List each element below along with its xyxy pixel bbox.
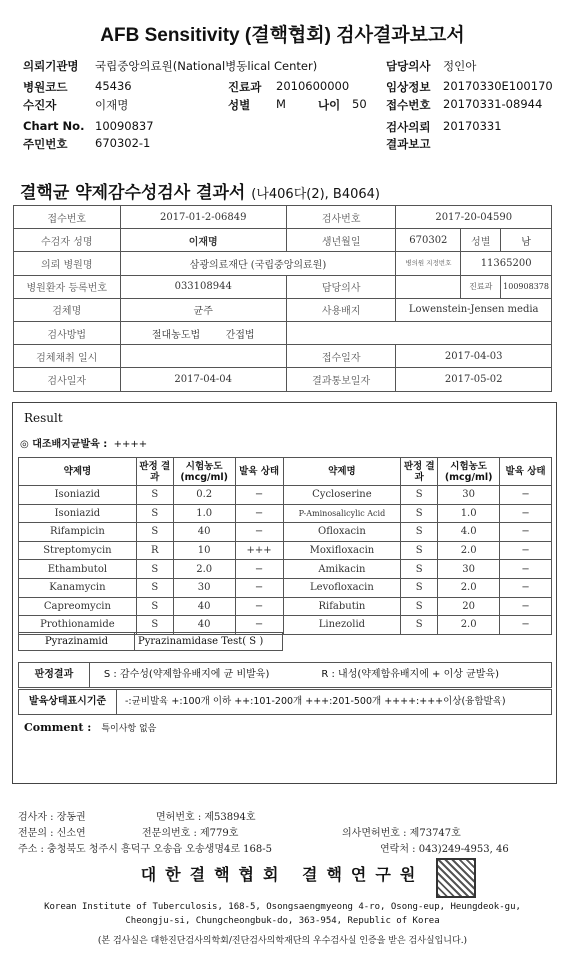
drug-name: Cycloserine (283, 486, 401, 505)
concentration: 20 (438, 597, 500, 616)
method-2: 간접법 (225, 329, 255, 341)
growth: − (235, 578, 283, 597)
drug-name: Rifabutin (283, 597, 401, 616)
table-row (19, 523, 552, 542)
cell-label: 담당의사 (286, 275, 395, 298)
method-1: 절대농도법 (151, 329, 201, 341)
table-row (19, 578, 552, 597)
control-growth: ◎ 대조배지균발육 : ++++ (20, 439, 148, 450)
table-row (19, 541, 552, 560)
org-label: 의뢰기관명 (23, 59, 79, 73)
page-title: AFB Sensitivity (결핵협회) 검사결과보고서 (100, 25, 465, 46)
license-no-3: 의사면허번호 : 제73747호 (342, 828, 461, 839)
table-row (19, 597, 552, 616)
institute-name: 대한결핵협회 결핵연구원 (140, 865, 425, 884)
growth: − (500, 616, 552, 635)
comment-text: 특이사항 없음 (101, 724, 157, 734)
cell-label: 수검자 성명 (14, 229, 121, 252)
col-header: 판정 결과 (136, 458, 173, 486)
growth: − (235, 523, 283, 542)
cell-value: 2017-04-04 (120, 368, 286, 391)
cell-label: 생년월일 (286, 229, 395, 252)
age-value: 50 (352, 97, 367, 111)
judgement: S (136, 504, 173, 523)
table-row (19, 486, 552, 505)
report-title: 결핵균 약제감수성검사 결과서 (나406다(2), B4064) (20, 183, 381, 203)
col-header: 발육 상태 (235, 458, 283, 486)
cell-value: 균주 (120, 298, 286, 321)
cell-value: 11365200 (461, 252, 552, 275)
table-row (19, 560, 552, 579)
col-header: 발육 상태 (500, 458, 552, 486)
cell-label: 사용배지 (286, 298, 395, 321)
sex-label: 성별 (228, 98, 251, 112)
doctor-label: 담당의사 (386, 59, 431, 73)
concentration: 1.0 (173, 504, 235, 523)
report-subtitle: (나406다(2), B4064) (251, 187, 381, 202)
growth-legend-text: -:균비발육 +:100개 이하 ++:101-200개 +++:201-500개 ++++:+++이상(융합발육) (116, 689, 552, 715)
pyrazinamid-name: Pyrazinamid (18, 632, 134, 651)
drug-name: Prothionamide (19, 616, 137, 635)
judgement: S (136, 560, 173, 579)
official-seal (436, 858, 476, 898)
request-value: 20170331 (443, 119, 502, 133)
col-header: 시험농도 (mcg/ml) (173, 458, 235, 486)
address: 주소 : 충청북도 청주시 흥덕구 오송읍 오송생명4로 168-5 (18, 844, 273, 855)
growth: − (500, 578, 552, 597)
judgement: S (136, 486, 173, 505)
drug-name: Rifampicin (19, 523, 137, 542)
cell-label: 결과통보일자 (286, 368, 395, 391)
chart-no-value: 10090837 (95, 119, 154, 133)
growth: − (500, 504, 552, 523)
cell-label: 접수일자 (286, 345, 395, 368)
growth: − (235, 486, 283, 505)
concentration: 30 (173, 578, 235, 597)
concentration: 2.0 (438, 578, 500, 597)
receipt-value: 20170331-08944 (443, 97, 543, 111)
drug-name: Kanamycin (19, 578, 137, 597)
control-value: ++++ (113, 439, 148, 450)
cell-label: 검사번호 (286, 206, 395, 229)
judgement: S (401, 578, 438, 597)
concentration: 30 (438, 486, 500, 505)
drug-name: Ethambutol (19, 560, 137, 579)
cell-label: 성별 (461, 229, 501, 252)
table-row (19, 504, 552, 523)
growth: − (235, 597, 283, 616)
drug-name: Streptomycin (19, 541, 137, 560)
growth: +++ (235, 541, 283, 560)
tester: 검사자 : 장동권 (18, 812, 86, 823)
cell-value (120, 345, 286, 368)
cell-label: 접수번호 (14, 206, 121, 229)
resident-no-label: 주민번호 (23, 137, 68, 151)
judgement: R (136, 541, 173, 560)
judgement: S (401, 523, 438, 542)
cell-label: 의뢰 병원명 (14, 252, 121, 275)
col-header: 판정 결과 (401, 458, 438, 486)
drug-name: Isoniazid (19, 504, 137, 523)
cell-value: 100908378 (501, 275, 552, 298)
clinical-info-value: 20170330E100170 (443, 79, 553, 93)
drug-name: Levofloxacin (283, 578, 401, 597)
growth: − (500, 597, 552, 616)
growth: − (500, 523, 552, 542)
growth: − (235, 616, 283, 635)
resident-no-value: 670302-1 (95, 136, 151, 150)
dept-label: 진료과 (228, 80, 262, 94)
result-label: Result (24, 411, 63, 425)
judge-legend (18, 662, 552, 688)
drug-name: Amikacin (283, 560, 401, 579)
report-label: 결과보고 (386, 137, 431, 151)
cell-value: 033108944 (120, 275, 286, 298)
cell-value: 2017-01-2-06849 (120, 206, 286, 229)
judge-legend-text (89, 662, 552, 688)
judgement: S (136, 578, 173, 597)
concentration: 0.2 (173, 486, 235, 505)
clinical-info-label: 임상정보 (386, 80, 431, 94)
cell-value: 삼광의료재단 (국립중앙의료원) (120, 252, 396, 275)
license-no-1: 면허번호 : 제53894호 (156, 812, 256, 823)
concentration: 4.0 (438, 523, 500, 542)
judgement: S (136, 523, 173, 542)
cell-value (120, 321, 286, 344)
col-header: 약제명 (283, 458, 401, 486)
judgement: S (401, 616, 438, 635)
cell-value: 670302 (396, 229, 461, 252)
concentration: 30 (438, 560, 500, 579)
cell-empty (286, 321, 551, 344)
cell-label: 검체채취 일시 (14, 345, 121, 368)
cell-label: 검사방법 (14, 321, 121, 344)
dept-value: 2010600000 (276, 79, 350, 93)
pyrazinamid-row (18, 632, 283, 651)
cell-value: 남 (501, 229, 552, 252)
cell-value: 2017-05-02 (396, 368, 552, 391)
judge-r: R : 내성(약제함유배지에 + 이상 균발육) (321, 669, 499, 680)
request-label: 검사의뢰 (386, 120, 431, 134)
concentration: 1.0 (438, 504, 500, 523)
judgement: S (401, 560, 438, 579)
drug-name: Moxifloxacin (283, 541, 401, 560)
info-table (13, 205, 552, 392)
concentration: 40 (173, 616, 235, 635)
growth: − (500, 486, 552, 505)
drug-name: Linezolid (283, 616, 401, 635)
cell-label: 검체명 (14, 298, 121, 321)
concentration: 40 (173, 597, 235, 616)
judgement: S (401, 597, 438, 616)
chart-no-label: Chart No. (23, 119, 85, 133)
hospital-code-value: 45436 (95, 79, 132, 93)
patient-label: 수진자 (23, 98, 57, 112)
cell-value: 2017-04-03 (396, 345, 552, 368)
judgement: S (401, 486, 438, 505)
growth: − (500, 541, 552, 560)
address-en-2: Cheongju-si, Chungcheongbuk-do, 363-954, Republic of Korea (125, 916, 440, 926)
concentration: 40 (173, 523, 235, 542)
drug-name: Capreomycin (19, 597, 137, 616)
growth: − (235, 560, 283, 579)
patient-value: 이재명 (95, 98, 129, 112)
cell-label: 진료과 (461, 275, 501, 298)
address-en-1: Korean Institute of Tuberculosis, 168-5, Osongsaengmyeong 4-ro, Osong-eup, Heungdeok-gu, (44, 902, 521, 912)
col-header: 약제명 (19, 458, 137, 486)
cell-label: 병의원 지정번호 (396, 252, 461, 275)
sex-value: M (276, 97, 286, 111)
judgement: S (401, 541, 438, 560)
drug-name: Isoniazid (19, 486, 137, 505)
cell-label: 검사일자 (14, 368, 121, 391)
cell-value: Lowenstein-Jensen media (396, 298, 552, 321)
concentration: 10 (173, 541, 235, 560)
certification-note: (본 검사실은 대한진단검사의학회/진단검사의학재단의 우수검사실 인증을 받은 검사실입니다.) (97, 936, 468, 946)
drug-name: P-Aminosalicylic Acid (283, 504, 401, 523)
concentration: 2.0 (438, 541, 500, 560)
doctor-value: 정인아 (443, 59, 477, 73)
concentration: 2.0 (173, 560, 235, 579)
drug-table (18, 457, 552, 635)
growth: − (500, 560, 552, 579)
cell-value (396, 275, 461, 298)
contact: 연락처 : 043)249-4953, 46 (380, 844, 509, 855)
cell-value: 이재명 (120, 229, 286, 252)
judge-legend-label: 판정결과 (18, 662, 89, 688)
specialist: 전문의 : 신소연 (18, 828, 86, 839)
license-no-2: 전문의번호 : 제779호 (142, 828, 239, 839)
growth-legend (18, 689, 552, 715)
judgement: S (401, 504, 438, 523)
cell-label: 병원환자 등록번호 (14, 275, 121, 298)
concentration: 2.0 (438, 616, 500, 635)
drug-name: Ofloxacin (283, 523, 401, 542)
growth: − (235, 504, 283, 523)
pyrazinamid-test: Pyrazinamidase Test( S ) (134, 632, 283, 651)
comment: Comment : 특이사항 없음 (24, 721, 157, 734)
growth-legend-label: 발육상태표시기준 (18, 689, 116, 715)
org-value: 국립중앙의료원(National병동lical Center) (95, 59, 318, 73)
cell-value: 2017-20-04590 (396, 206, 552, 229)
judge-s: S : 감수성(약제함유배지에 균 비발육) (103, 669, 270, 680)
receipt-label: 접수번호 (386, 98, 431, 112)
age-label: 나이 (318, 98, 341, 112)
col-header: 시험농도 (mcg/ml) (438, 458, 500, 486)
judgement: S (136, 616, 173, 635)
hospital-code-label: 병원코드 (23, 80, 68, 94)
judgement: S (136, 597, 173, 616)
